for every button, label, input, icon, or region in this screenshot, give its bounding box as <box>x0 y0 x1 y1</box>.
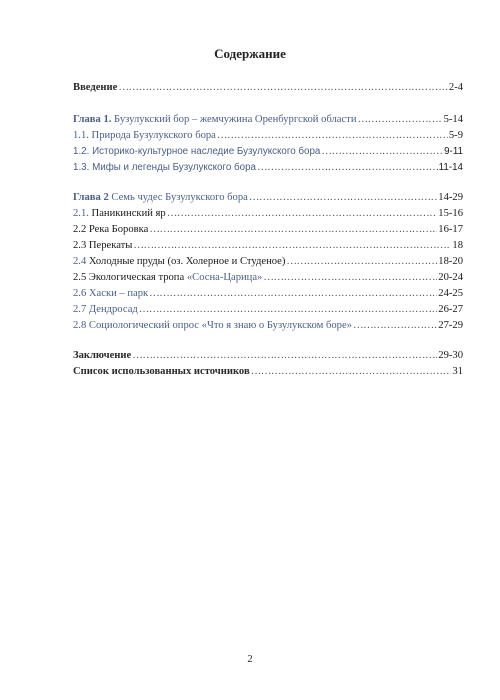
toc-entry-2-2[interactable] <box>73 222 463 238</box>
toc-leader-dots <box>149 222 437 238</box>
toc-entry-pages: 18 <box>452 240 463 251</box>
toc-entry-label: Заключение <box>73 350 132 361</box>
toc-entry-pages: 29-30 <box>438 350 463 361</box>
toc-entry-1-3[interactable] <box>73 160 463 176</box>
toc-entry-label: 2.6 Хаски – парк <box>73 288 149 299</box>
toc-entry-2-4[interactable] <box>73 254 463 270</box>
toc-entry-label: 2.3 Перекаты <box>73 240 133 251</box>
toc-chapter-number: Глава 2 <box>73 192 109 203</box>
toc-entry-pages: 15-16 <box>438 208 463 219</box>
toc-entry-pages: 2-4 <box>448 82 463 93</box>
toc-leader-dots <box>251 364 452 380</box>
toc-entry-pages: 26-27 <box>438 304 463 315</box>
toc-entry-2-3[interactable] <box>73 238 463 254</box>
toc-leader-dots <box>353 318 437 334</box>
toc-entry-label: 2.7 Дендросад <box>73 304 138 315</box>
toc-entry-label: 2.5 Экологическая тропа <box>73 272 187 283</box>
toc-leader-dots <box>139 302 437 318</box>
toc-leader-dots <box>217 128 448 144</box>
toc-entry-conclusion[interactable] <box>73 348 463 364</box>
toc-entry-introduction[interactable] <box>73 80 463 96</box>
toc-entry-pages: 5-9 <box>448 130 463 141</box>
toc-entry-label: Холодные пруды (оз. Холерное и Студеное) <box>88 256 286 267</box>
toc-entry-pages: 14-29 <box>438 192 463 203</box>
toc-entry-label: 1.3. Мифы и легенды Бузулукского бора <box>73 162 256 173</box>
toc-entry-label: Семь чудес Бузулукского бора <box>108 192 248 203</box>
toc-entry-pages: 9-11 <box>444 146 463 157</box>
toc-entry-pages: 11-14 <box>438 162 463 173</box>
toc-entry-2-8[interactable] <box>73 318 463 334</box>
toc-leader-dots <box>118 80 448 96</box>
toc-leader-dots <box>286 254 437 270</box>
toc-leader-dots <box>167 206 438 222</box>
toc-entry-chapter-2[interactable] <box>73 190 463 206</box>
toc-leader-dots <box>149 286 437 302</box>
toc-entry-label: 2.2 Река Боровка <box>73 224 149 235</box>
page-number: 2 <box>247 654 253 665</box>
toc-entry-chapter-1[interactable] <box>73 112 463 128</box>
toc-entry-pages: 20-24 <box>438 272 463 283</box>
toc-entry-2-5[interactable] <box>73 270 463 286</box>
toc-entry-label: Бузулукский бор – жемчужина Оренбургской области <box>111 114 357 125</box>
toc-entry-quote: «Сосна-Царица» <box>186 272 263 283</box>
toc-entry-label: Паникинский яр <box>91 208 166 219</box>
toc-entry-pages: 27-29 <box>438 320 463 331</box>
toc-entry-2-7[interactable] <box>73 302 463 318</box>
toc-entry-label: Введение <box>73 82 118 93</box>
toc-entry-pages: 18-20 <box>438 256 463 267</box>
toc-entry-pages: 16-17 <box>438 224 463 235</box>
toc-chapter-number: Глава 1. <box>73 114 112 125</box>
table-of-contents <box>73 80 463 380</box>
toc-leader-dots <box>132 348 437 364</box>
toc-title: Содержание <box>214 46 286 61</box>
toc-entry-sources[interactable] <box>73 364 463 380</box>
toc-entry-1-2[interactable] <box>73 144 463 160</box>
toc-leader-dots <box>321 144 443 160</box>
toc-leader-dots <box>133 238 451 254</box>
toc-entry-2-1[interactable] <box>73 206 463 222</box>
toc-entry-pages: 24-25 <box>438 288 463 299</box>
toc-entry-label: Список использованных источников <box>73 366 250 377</box>
toc-entry-label: 1.1. Природа Бузулукского бора <box>73 130 216 141</box>
toc-leader-dots <box>257 160 438 176</box>
toc-leader-dots <box>249 190 437 206</box>
toc-entry-number: 2.4 <box>73 256 89 267</box>
toc-entry-label: 2.8 Социологический опрос «Что я знаю о Бузулукском боре» <box>73 320 352 331</box>
toc-entry-pages: 5-14 <box>443 114 463 125</box>
toc-entry-number: 2.1. <box>73 208 92 219</box>
toc-entry-label: 1.2. Историко-культурное наследие Бузулукского бора <box>73 146 321 157</box>
toc-entry-pages: 31 <box>452 366 463 377</box>
toc-entry-2-6[interactable] <box>73 286 463 302</box>
toc-leader-dots <box>358 112 443 128</box>
toc-entry-1-1[interactable] <box>73 128 463 144</box>
toc-leader-dots <box>263 270 437 286</box>
